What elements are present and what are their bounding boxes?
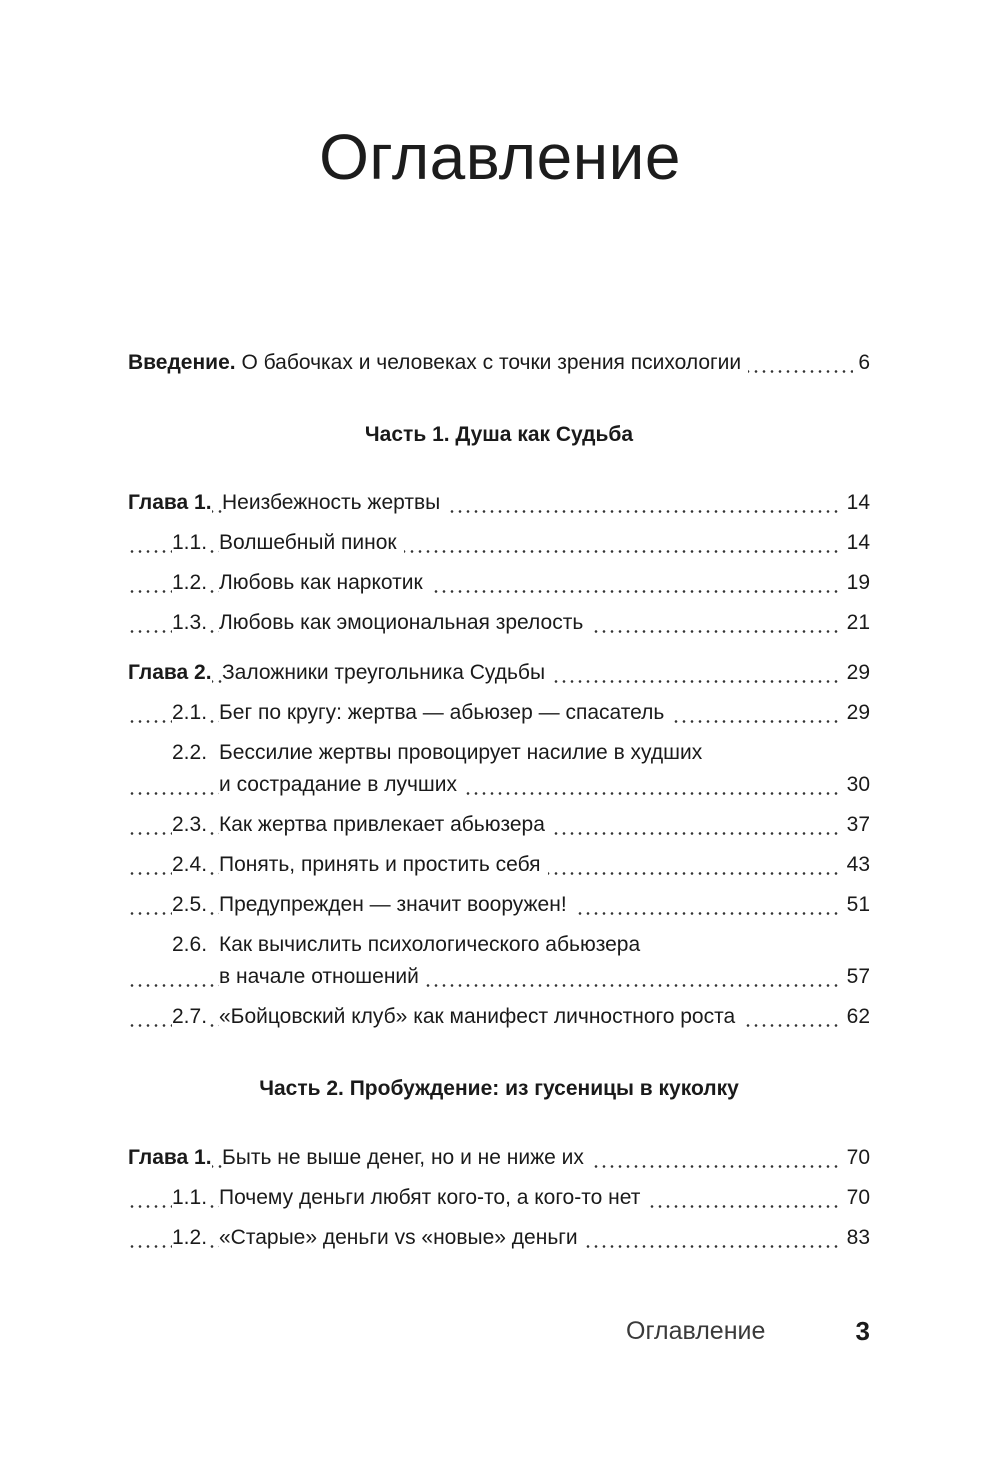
entry-number: 1.1. [172, 1183, 207, 1213]
entry-label: Введение. [128, 351, 236, 374]
toc-entry-section[interactable] [128, 528, 870, 558]
entry-number: 2.6. [172, 930, 207, 960]
entry-label: Глава 1. [128, 1143, 212, 1173]
entry-page: 21 [842, 608, 870, 638]
toc-entry-chapter[interactable] [128, 658, 870, 688]
running-footer-title: Оглавление [626, 1317, 766, 1345]
entry-page: 51 [842, 890, 870, 920]
entry-page: 19 [842, 568, 870, 598]
toc-entry-section[interactable] [128, 1183, 870, 1213]
toc-entry-section[interactable] [128, 1002, 870, 1032]
toc-entry-section[interactable] [128, 810, 870, 840]
toc-entry-chapter[interactable] [128, 1143, 870, 1173]
entry-page: 62 [842, 1002, 870, 1032]
page-title: Оглавление [319, 121, 681, 193]
entry-title-line2: в начале отношений [219, 962, 426, 992]
entry-page: 83 [842, 1223, 870, 1253]
toc-entry-section[interactable] [128, 738, 870, 768]
toc-entry-section[interactable] [128, 850, 870, 880]
entry-page: 14 [842, 528, 870, 558]
entry-number: 2.3. [172, 810, 207, 840]
entry-number: 1.3. [172, 608, 207, 638]
entry-number: 1.2. [172, 568, 207, 598]
part-heading: Часть 2. Пробуждение: из гусеницы в куколку [259, 1077, 739, 1100]
entry-page: 70 [842, 1183, 870, 1213]
entry-page: 29 [842, 698, 870, 728]
entry-title: Понять, принять и простить себя [219, 850, 548, 880]
entry-number: 2.1. [172, 698, 207, 728]
toc-entry-section-continued[interactable] [128, 962, 870, 992]
entry-title: Предупрежден — значит вооружен! [219, 890, 574, 920]
toc-entry-section[interactable] [128, 930, 870, 960]
toc-entry-section[interactable] [128, 608, 870, 638]
entry-page: 37 [842, 810, 870, 840]
entry-title: «Старые» деньги vs «новые» деньги [219, 1223, 585, 1253]
entry-page: 70 [842, 1143, 870, 1173]
entry-page: 6 [853, 348, 870, 378]
entry-title: О бабочках и человеках с точки зрения психологии [241, 351, 748, 374]
entry-page: 43 [842, 850, 870, 880]
entry-title: Неизбежность жертвы [222, 488, 447, 518]
entry-page: 14 [842, 488, 870, 518]
entry-title-line2: и сострадание в лучших [219, 770, 464, 800]
toc-entry-section-continued[interactable] [128, 770, 870, 800]
toc-entry-chapter[interactable] [128, 488, 870, 518]
toc-entry-section[interactable] [128, 698, 870, 728]
entry-title-line1: Как вычислить психологического абьюзера [219, 930, 647, 960]
toc-entry-section[interactable] [128, 890, 870, 920]
entry-number: 2.5. [172, 890, 207, 920]
part-heading: Часть 1. Душа как Судьба [364, 423, 634, 446]
toc-entry-intro[interactable] [128, 348, 870, 378]
entry-title: Бег по кругу: жертва — абьюзер — спасатель [219, 698, 671, 728]
toc-entry-section[interactable] [128, 568, 870, 598]
entry-number: 1.2. [172, 1223, 207, 1253]
entry-title: Почему деньги любят кого-то, а кого-то нет [219, 1183, 647, 1213]
entry-title: Заложники треугольника Судьбы [222, 658, 552, 688]
entry-page: 30 [842, 770, 870, 800]
entry-number: 2.2. [172, 738, 207, 768]
entry-page: 29 [842, 658, 870, 688]
entry-title: Быть не выше денег, но и не ниже их [222, 1143, 591, 1173]
entry-number: 1.1. [172, 528, 207, 558]
entry-label: Глава 2. [128, 658, 212, 688]
toc-entry-section[interactable] [128, 1223, 870, 1253]
entry-number: 2.7. [172, 1002, 207, 1032]
entry-number: 2.4. [172, 850, 207, 880]
entry-page: 57 [842, 962, 870, 992]
entry-title: «Бойцовский клуб» как манифест личностного роста [219, 1002, 742, 1032]
entry-title: Волшебный пинок [219, 528, 404, 558]
entry-title: Любовь как эмоциональная зрелость [219, 608, 590, 638]
entry-label: Глава 1. [128, 488, 212, 518]
entry-title: Как жертва привлекает абьюзера [219, 810, 552, 840]
entry-title-line1: Бессилие жертвы провоцирует насилие в худших [219, 738, 709, 768]
page-number: 3 [855, 1316, 870, 1346]
entry-title: Любовь как наркотик [219, 568, 430, 598]
